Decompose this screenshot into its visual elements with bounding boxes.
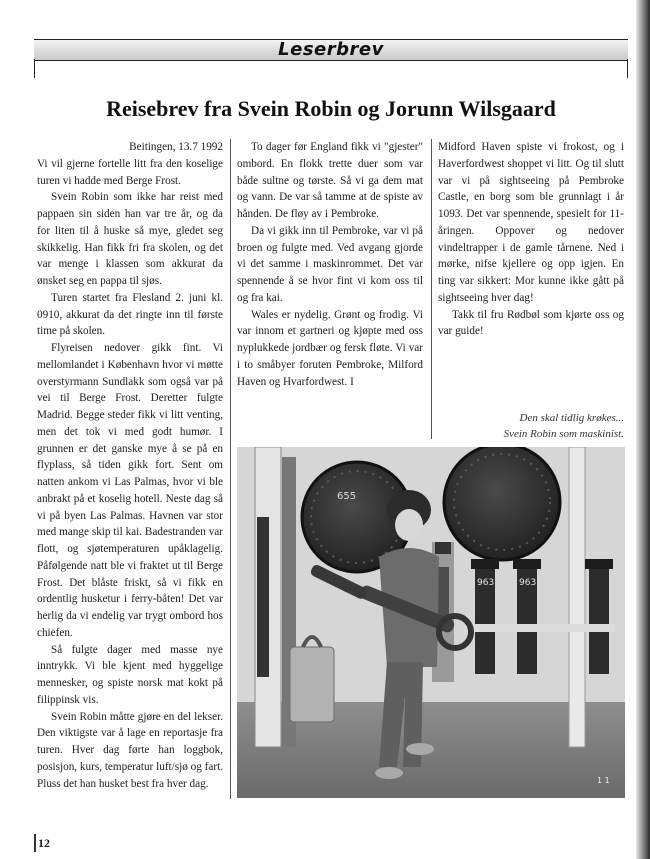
column-divider-1 xyxy=(230,139,231,799)
paragraph: To dager før England fikk vi "gjester" ombord. En flokk trette duer som var både sultne og tørste. Så vi ga dem mat og vann. De var så tamme at de spiste av hånden. De fløy av i Pembroke. xyxy=(237,141,423,220)
text-column-3 xyxy=(438,139,624,340)
left-rule xyxy=(34,59,35,78)
hatch-right xyxy=(444,447,560,560)
paragraph: Da vi gikk inn til Pembroke, var vi på broen og fulgte med. Ved avgang gjorde vi det samme i maskinrommet. Det var spennende å se hvor fint vi kom oss til og fra kai. xyxy=(237,224,423,304)
hatch-number: 655 xyxy=(337,491,357,502)
column-divider-2 xyxy=(431,139,432,439)
paragraph: Wales er nydelig. Grønt og frodig. Vi var innom et gartneri og kjøpte med oss nyplukkede jordbær og fersk fløte. Vi var i to småbyer foruten Pembroke, Milford Haven og Hvarfordwest. I xyxy=(237,308,423,388)
paragraph: Flyreisen nedover gikk fint. Vi mellomlandet i København hvor vi møtte overstyrmann Sundlakk som også var på vei til Berge Frost. Deretter fulgte Madrid. Begge steder fikk vi litt venting, men det tok vi med godt humør. I grunnen er det ganske mye å se på en flyplass, så tiden gikk fort. Sent om natten ankom vi Las Palmas, hvor vi ble anbrakt på et koselig hotell. Neste dag så vi på byen Las Palmas. Havnen var stor med mange skip til kai. Badestranden var flott, og sjøtemperaturen upåklagelig. Påfølgende natt ble vi fraktet ut til Berge Frost. Det blåste friskt, så vi fikk en ordentlig husketur i ferry-båten! Det var herlig da vi endelig var trygt ombord hos chiefen. xyxy=(37,342,223,639)
page-number: 12 xyxy=(38,836,50,850)
article-headline: Reisebrev fra Svein Robin og Jorunn Wilsgaard xyxy=(106,96,556,121)
paragraph: Midford Haven spiste vi frokost, og i Haverfordwest shoppet vi litt. Og til slutt var vi på sightseeing på Pembroke Castle, en borg som ble grunnlagt i år 1093. Det var spennende, spesielt for 11-åringen. Oppover og nedover vindeltrapper i de gamle tårnene. Ned i mørke, nifse kjellere og opp igjen. En ting var sikkert: Mor kunne ikke gått på sightseeing hver dag! xyxy=(438,141,624,304)
section-title: Leserbrev xyxy=(278,39,384,60)
scan-edge xyxy=(636,0,650,859)
paragraph: Takk til fru Rødbøl som kjørte oss og var guide! xyxy=(438,308,624,338)
svg-text:1 1: 1 1 xyxy=(597,776,610,785)
caption-line-1: Den skal tidlig krøkes... xyxy=(519,412,624,424)
photo-caption xyxy=(438,410,624,442)
text-column-1 xyxy=(37,139,223,792)
dateline: Beitingen, 13.7 1992 xyxy=(129,141,223,153)
caption-line-2: Svein Robin som maskinist. xyxy=(503,428,624,440)
paragraph: Turen startet fra Flesland 2. juni kl. 0910, akkurat da det ringte inn til første time på skolen. xyxy=(37,291,223,338)
svg-text:963: 963 xyxy=(519,578,537,588)
section-header xyxy=(34,39,628,61)
paragraph: Svein Robin måtte gjøre en del lekser. Den viktigste var å lage en reportasje fra turen. Hver dag førte han loggbok, posisjon, kurs, temperatur luft/sjø og fart. Pluss det han husket best fra hver dag. xyxy=(37,710,223,790)
paragraph: Svein Robin som ikke har reist med pappaen sin siden han var tre år, og da for liten til å huske så mye, gledet seg skikkelig. Han fikk fri fra skolen, og det var menge i klassen som akkurat da ønsket seg en pappa til sjøs. xyxy=(37,191,223,287)
svg-text:963: 963 xyxy=(477,578,495,588)
text-column-2 xyxy=(237,139,423,390)
page-rule xyxy=(34,834,36,852)
right-rule xyxy=(627,59,628,78)
engine-room-photo xyxy=(237,447,625,798)
paragraph: Vi vil gjerne fortelle litt fra den koselige turen vi hadde med Berge Frost. xyxy=(37,157,223,187)
paragraph: Så fulgte dager med masse nye inntrykk. Vi ble kjent med hyggelige mennesker, og spiste norsk mat kokt på filippinsk vis. xyxy=(37,643,223,706)
